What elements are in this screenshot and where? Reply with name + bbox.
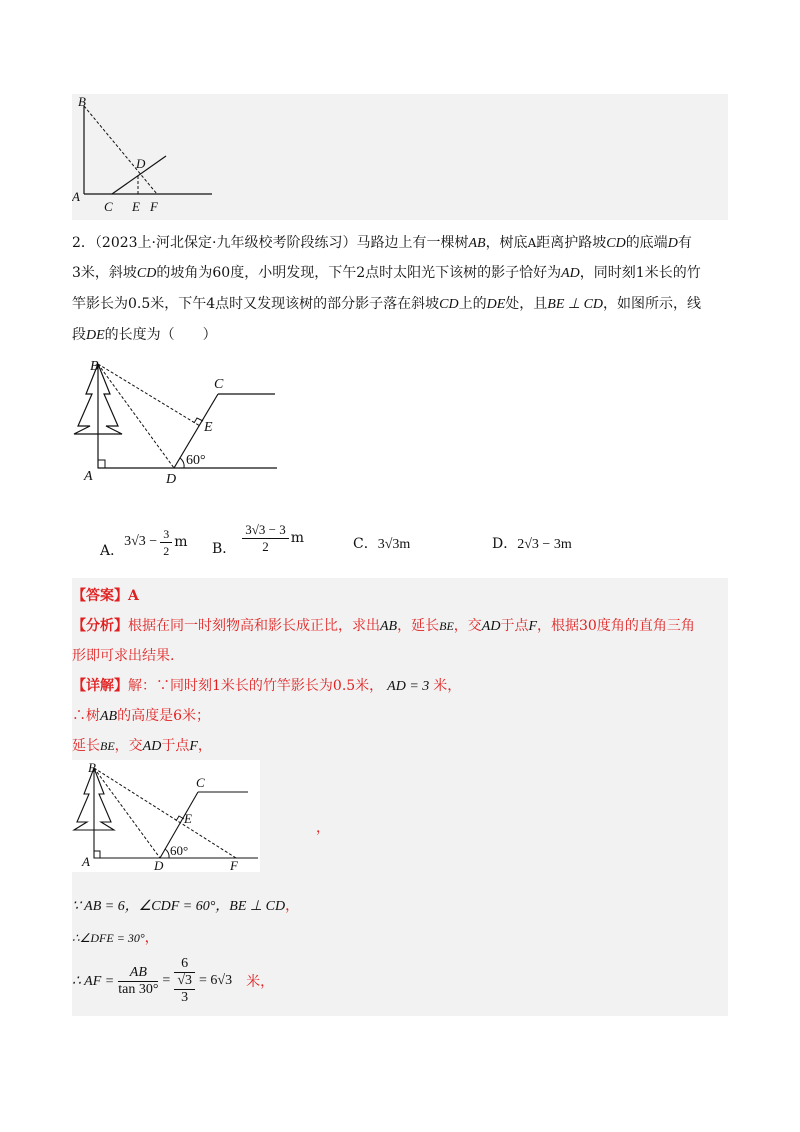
- fig3-label-E: E: [184, 811, 192, 826]
- detail-line1: 【详解】解：∵同时刻1米长的竹竿影长为0.5米， AD = 3 米，: [72, 678, 462, 694]
- fig2-label-E: E: [204, 420, 213, 435]
- fig3-label-A: A: [82, 854, 90, 869]
- analysis-line2: 形即可求出结果.: [72, 648, 175, 664]
- analysis-line1: 【分析】根据在同一时刻物高和影长成正比，求出AB，延长BE，交AD于点F，根据30度角的直角三角: [72, 618, 695, 634]
- fig1-label-E: E: [132, 199, 140, 214]
- option-b[interactable]: B． $\frac{3√3 - 3}{2}$ m: [212, 521, 305, 557]
- fig2-label-B: B: [90, 359, 99, 374]
- fig3-label-B: B: [88, 760, 96, 775]
- fig1-label-A: A: [72, 189, 80, 204]
- question2-line2: 3米，斜坡CD的坡角为60度，小明发现，下午2点时太阳光下该树的影子恰好为AD，同时刻1米长的竹: [72, 265, 701, 281]
- figure2-diagram: [72, 356, 282, 486]
- fig1-label-B: B: [78, 94, 86, 109]
- detail-line2: ∴树AB的高度是6米；: [72, 708, 211, 724]
- fig2-label-C: C: [214, 377, 224, 392]
- because-line: ∵ AB = 6，∠CDF = 60°，BE ⊥ CD，: [72, 898, 300, 914]
- fig1-label-D: D: [136, 156, 146, 171]
- fig1-label-F: F: [150, 199, 158, 214]
- figure1-diagram: [72, 94, 232, 220]
- option-a[interactable]: A． 3√3 − $\frac{3}{2}$ m: [100, 526, 188, 559]
- option-c[interactable]: C．3√3m: [353, 536, 411, 552]
- fig3-label-angle: 60°: [170, 843, 189, 858]
- question2-line4: 段DE的长度为（ ）: [72, 327, 217, 343]
- therefore-line1: ∴∠DFE = 30°，: [72, 930, 159, 946]
- answer-line: 【答案】A: [72, 588, 139, 604]
- fig3-label-D: D: [154, 858, 164, 872]
- question2-line3: 竿影长为0.5米，下午4点时又发现该树的部分影子落在斜坡CD上的DE处，且BE ⊥ CD，如图所示，线: [72, 296, 702, 312]
- fig3-label-C: C: [196, 775, 205, 790]
- fig2-label-angle: 60°: [186, 453, 206, 468]
- fig2-label-D: D: [166, 472, 177, 486]
- detail-line3: 延长BE，交AD于点F，: [72, 738, 212, 754]
- figure3-diagram: [72, 760, 260, 872]
- therefore-line2: ∴ AF = $\frac{AB}{\tan 30^\circ}$ = $\frac{6}{\frac{√3}{3}}$ = 6√3 米，: [72, 956, 275, 1005]
- fig1-label-C: C: [104, 199, 113, 214]
- option-d[interactable]: D．2√3 − 3m: [492, 536, 572, 552]
- fig2-label-A: A: [84, 469, 93, 484]
- question2-line1: 2．（2023上·河北保定·九年级校考阶段练习）马路边上有一棵树AB，树底A距离护路坡CD的底端D有: [72, 235, 692, 251]
- figure3-comma: ，: [316, 820, 330, 836]
- fig3-label-F: F: [230, 858, 238, 872]
